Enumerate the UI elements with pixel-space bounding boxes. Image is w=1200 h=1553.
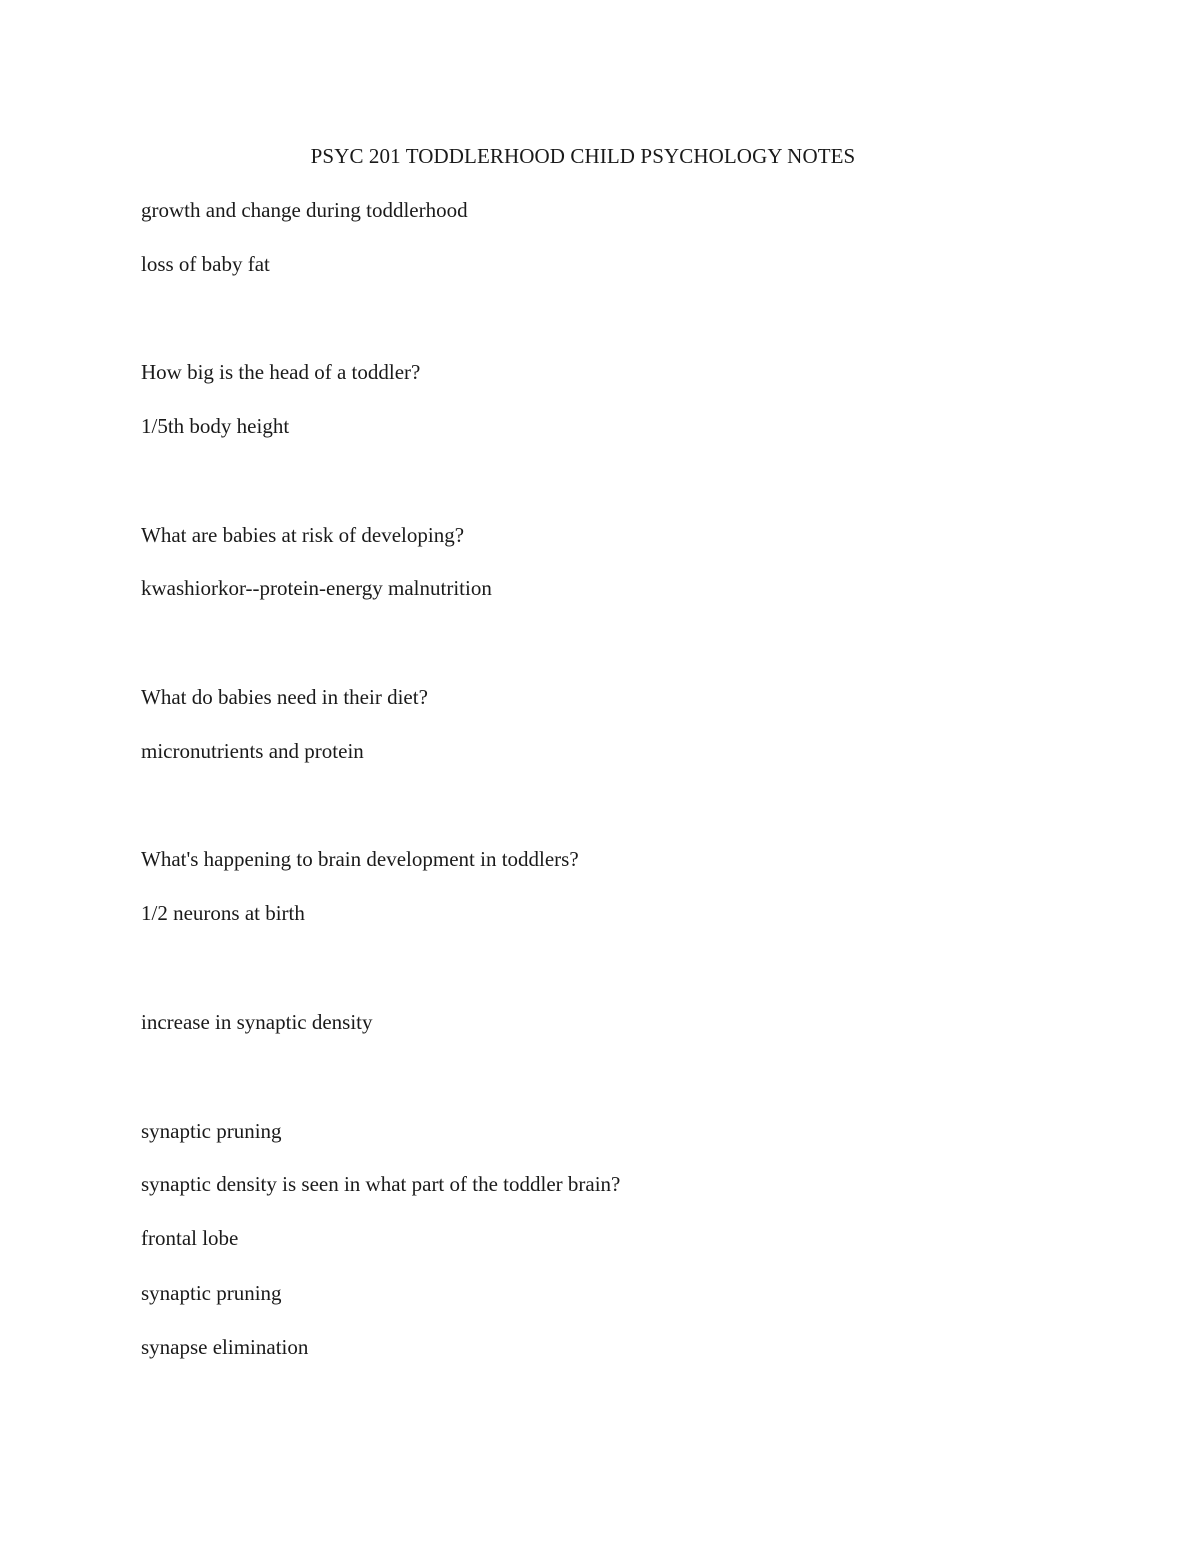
- note-line: growth and change during toddlerhood: [141, 198, 468, 222]
- note-answer: 1/2 neurons at birth: [141, 901, 305, 925]
- note-line: loss of baby fat: [141, 252, 270, 276]
- note-line: synapse elimination: [141, 1335, 309, 1359]
- note-question: synaptic density is seen in what part of the toddler brain?: [141, 1172, 621, 1196]
- note-answer: kwashiorkor--protein-energy malnutrition: [141, 576, 492, 600]
- note-answer: micronutrients and protein: [141, 739, 364, 763]
- note-question: What do babies need in their diet?: [141, 685, 428, 709]
- note-line: increase in synaptic density: [141, 1010, 373, 1034]
- note-question: What's happening to brain development in toddlers?: [141, 847, 579, 871]
- note-question: How big is the head of a toddler?: [141, 360, 421, 384]
- note-answer: frontal lobe: [141, 1226, 239, 1250]
- note-line: synaptic pruning: [141, 1119, 282, 1143]
- note-line: synaptic pruning: [141, 1281, 282, 1305]
- note-question: What are babies at risk of developing?: [141, 523, 465, 547]
- document-title: PSYC 201 TODDLERHOOD CHILD PSYCHOLOGY NOTES: [310, 144, 856, 168]
- note-answer: 1/5th body height: [141, 414, 290, 438]
